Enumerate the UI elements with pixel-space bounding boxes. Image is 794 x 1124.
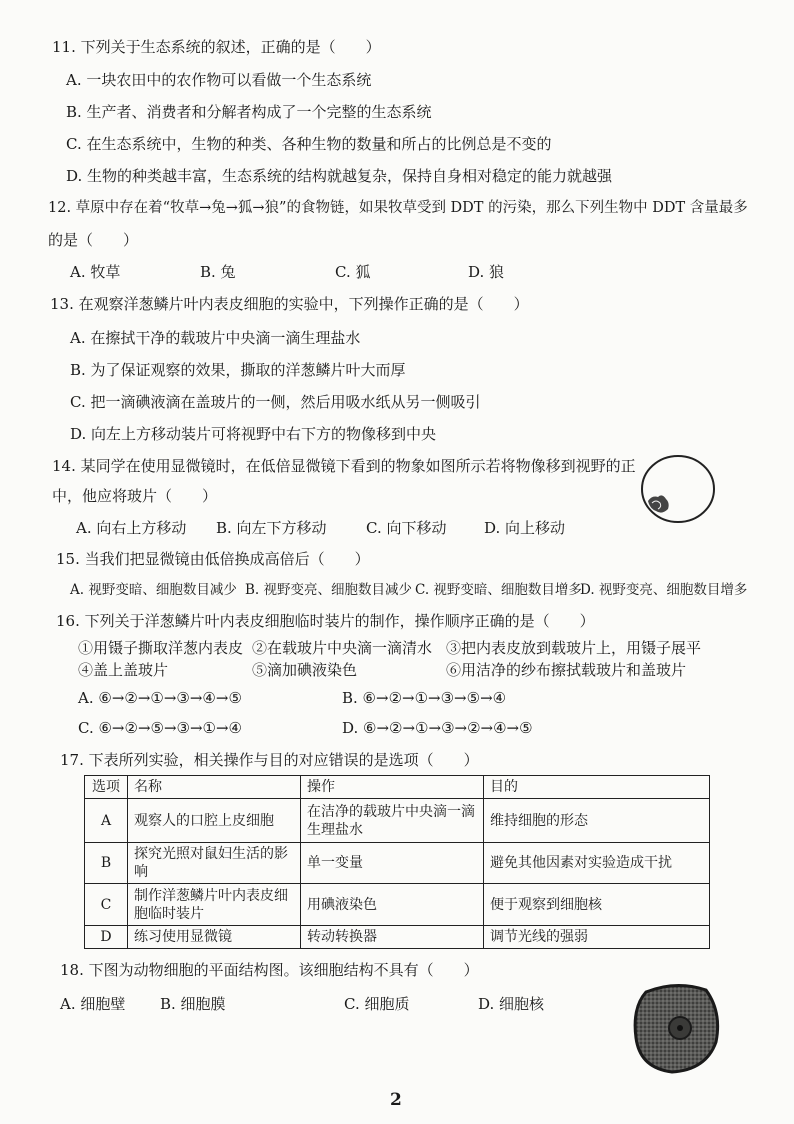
- q18-option-d: D. 细胞核: [478, 995, 545, 1013]
- q16-step-3: ③把内表皮放到载玻片上，用镊子展平: [446, 639, 702, 657]
- table-row: [85, 799, 710, 843]
- q13-option-b: B. 为了保证观察的效果，撕取的洋葱鳞片叶大而厚: [70, 361, 406, 379]
- q11-option-a: A. 一块农田中的农作物可以看做一个生态系统: [66, 71, 372, 89]
- table-cell: 在洁净的载玻片中央滴一滴生理盐水: [301, 799, 484, 843]
- table-cell: C: [85, 884, 128, 926]
- table-header-cell: 操作: [301, 776, 484, 799]
- table-cell: 探究光照对鼠妇生活的影响: [128, 843, 301, 884]
- table-cell: D: [85, 926, 128, 949]
- q12-option-a: A. 牧草: [70, 263, 121, 281]
- table-cell: 用碘液染色: [301, 884, 484, 926]
- table-cell: A: [85, 799, 128, 843]
- q11-stem: 11. 下列关于生态系统的叙述，正确的是（ ）: [52, 38, 381, 56]
- q16-options-row1: [0, 688, 794, 710]
- q15-option-b: B. 视野变亮、细胞数目减少: [245, 582, 413, 598]
- q16-step-6: ⑥用洁净的纱布擦拭载玻片和盖玻片: [446, 661, 687, 679]
- q12-option-c: C. 狐: [335, 263, 371, 281]
- q18-option-c: C. 细胞质: [344, 995, 410, 1013]
- q13-option-c: C. 把一滴碘液滴在盖玻片的一侧，然后用吸水纸从另一侧吸引: [70, 393, 481, 411]
- table-cell: 练习使用显微镜: [128, 926, 301, 949]
- table-header-cell: 名称: [128, 776, 301, 799]
- q16-option-b: B. ⑥→②→①→③→⑤→④: [342, 689, 507, 707]
- q11-option-c: C. 在生态系统中，生物的种类、各种生物的数量和所占的比例总是不变的: [66, 135, 552, 153]
- table-cell: 调节光线的强弱: [484, 926, 710, 949]
- q11-option-d: D. 生物的种类越丰富，生态系统的结构就越复杂，保持自身相对稳定的能力就越强: [66, 167, 613, 185]
- q17-experiment-table: [84, 775, 710, 949]
- animal-cell-figure: [632, 982, 722, 1074]
- table-cell: 观察人的口腔上皮细胞: [128, 799, 301, 843]
- q16-steps-row1: [0, 638, 794, 660]
- table-header-cell: 选项: [85, 776, 128, 799]
- q18-stem: 18. 下图为动物细胞的平面结构图。该细胞结构不具有（ ）: [60, 961, 479, 979]
- table-cell: 制作洋葱鳞片叶内表皮细胞临时装片: [128, 884, 301, 926]
- table-cell: 便于观察到细胞核: [484, 884, 710, 926]
- q16-step-4: ④盖上盖玻片: [78, 661, 169, 679]
- q16-options-row2: [0, 718, 794, 740]
- q15-options: [0, 580, 794, 602]
- q16-option-a: A. ⑥→②→①→③→④→⑤: [78, 689, 242, 707]
- q12-stem-line2: 的是（ ）: [48, 231, 139, 249]
- q13-option-a: A. 在擦拭干净的载玻片中央滴一滴生理盐水: [70, 329, 361, 347]
- q16-option-c: C. ⑥→②→⑤→③→①→④: [78, 719, 243, 737]
- q11-option-b: B. 生产者、消费者和分解者构成了一个完整的生态系统: [66, 103, 432, 121]
- table-row: [85, 884, 710, 926]
- q13-stem: 13. 在观察洋葱鳞片叶内表皮细胞的实验中，下列操作正确的是（ ）: [50, 295, 529, 313]
- table-row: [85, 926, 710, 949]
- table-cell: 单一变量: [301, 843, 484, 884]
- q14-option-a: A. 向右上方移动: [76, 519, 187, 537]
- q14-stem-line1: 14. 某同学在使用显微镜时，在低倍显微镜下看到的物象如图所示若将物像移到视野的正: [52, 457, 636, 475]
- q15-option-a: A. 视野变暗、细胞数目减少: [70, 582, 237, 598]
- microscope-field-figure: [640, 453, 720, 525]
- q14-stem-line2: 中，他应将玻片（ ）: [52, 487, 218, 505]
- table-cell: B: [85, 843, 128, 884]
- q12-option-d: D. 狼: [468, 263, 505, 281]
- q16-steps-row2: [0, 660, 794, 682]
- q18-option-b: B. 细胞膜: [160, 995, 226, 1013]
- q16-step-2: ②在载玻片中央滴一滴清水: [252, 639, 433, 657]
- table-cell: 维持细胞的形态: [484, 799, 710, 843]
- table-cell: 避免其他因素对实验造成干扰: [484, 843, 710, 884]
- q15-stem: 15. 当我们把显微镜由低倍换成高倍后（ ）: [56, 550, 370, 568]
- q16-option-d: D. ⑥→②→①→③→②→④→⑤: [342, 719, 533, 737]
- q16-stem: 16. 下列关于洋葱鳞片叶内表皮细胞临时装片的制作，操作顺序正确的是（ ）: [56, 612, 595, 630]
- q16-step-5: ⑤滴加碘液染色: [252, 661, 358, 679]
- table-header-cell: 目的: [484, 776, 710, 799]
- table-row: [85, 843, 710, 884]
- q12-stem-line1: 12. 草原中存在着“牧草→兔→狐→狼”的食物链，如果牧草受到 DDT 的污染，那么下列生物中 DDT 含量最多: [48, 200, 748, 216]
- q17-stem: 17. 下表所列实验，相关操作与目的对应错误的是选项（ ）: [60, 751, 479, 769]
- q12-options: [0, 262, 794, 284]
- q14-option-b: B. 向左下方移动: [216, 519, 327, 537]
- q14-option-c: C. 向下移动: [366, 519, 447, 537]
- page-number: 2: [390, 1090, 402, 1110]
- q12-option-b: B. 兔: [200, 263, 236, 281]
- q14-option-d: D. 向上移动: [484, 519, 566, 537]
- q16-step-1: ①用镊子撕取洋葱内表皮: [78, 639, 244, 657]
- q13-option-d: D. 向左上方移动装片可将视野中右下方的物像移到中央: [70, 425, 437, 443]
- q18-option-a: A. 细胞壁: [60, 995, 126, 1013]
- table-cell: 转动转换器: [301, 926, 484, 949]
- q15-option-c: C. 视野变暗、细胞数目增多: [415, 582, 582, 598]
- table-header-row: [85, 776, 710, 799]
- q15-option-d: D. 视野变亮、细胞数目增多: [580, 582, 748, 598]
